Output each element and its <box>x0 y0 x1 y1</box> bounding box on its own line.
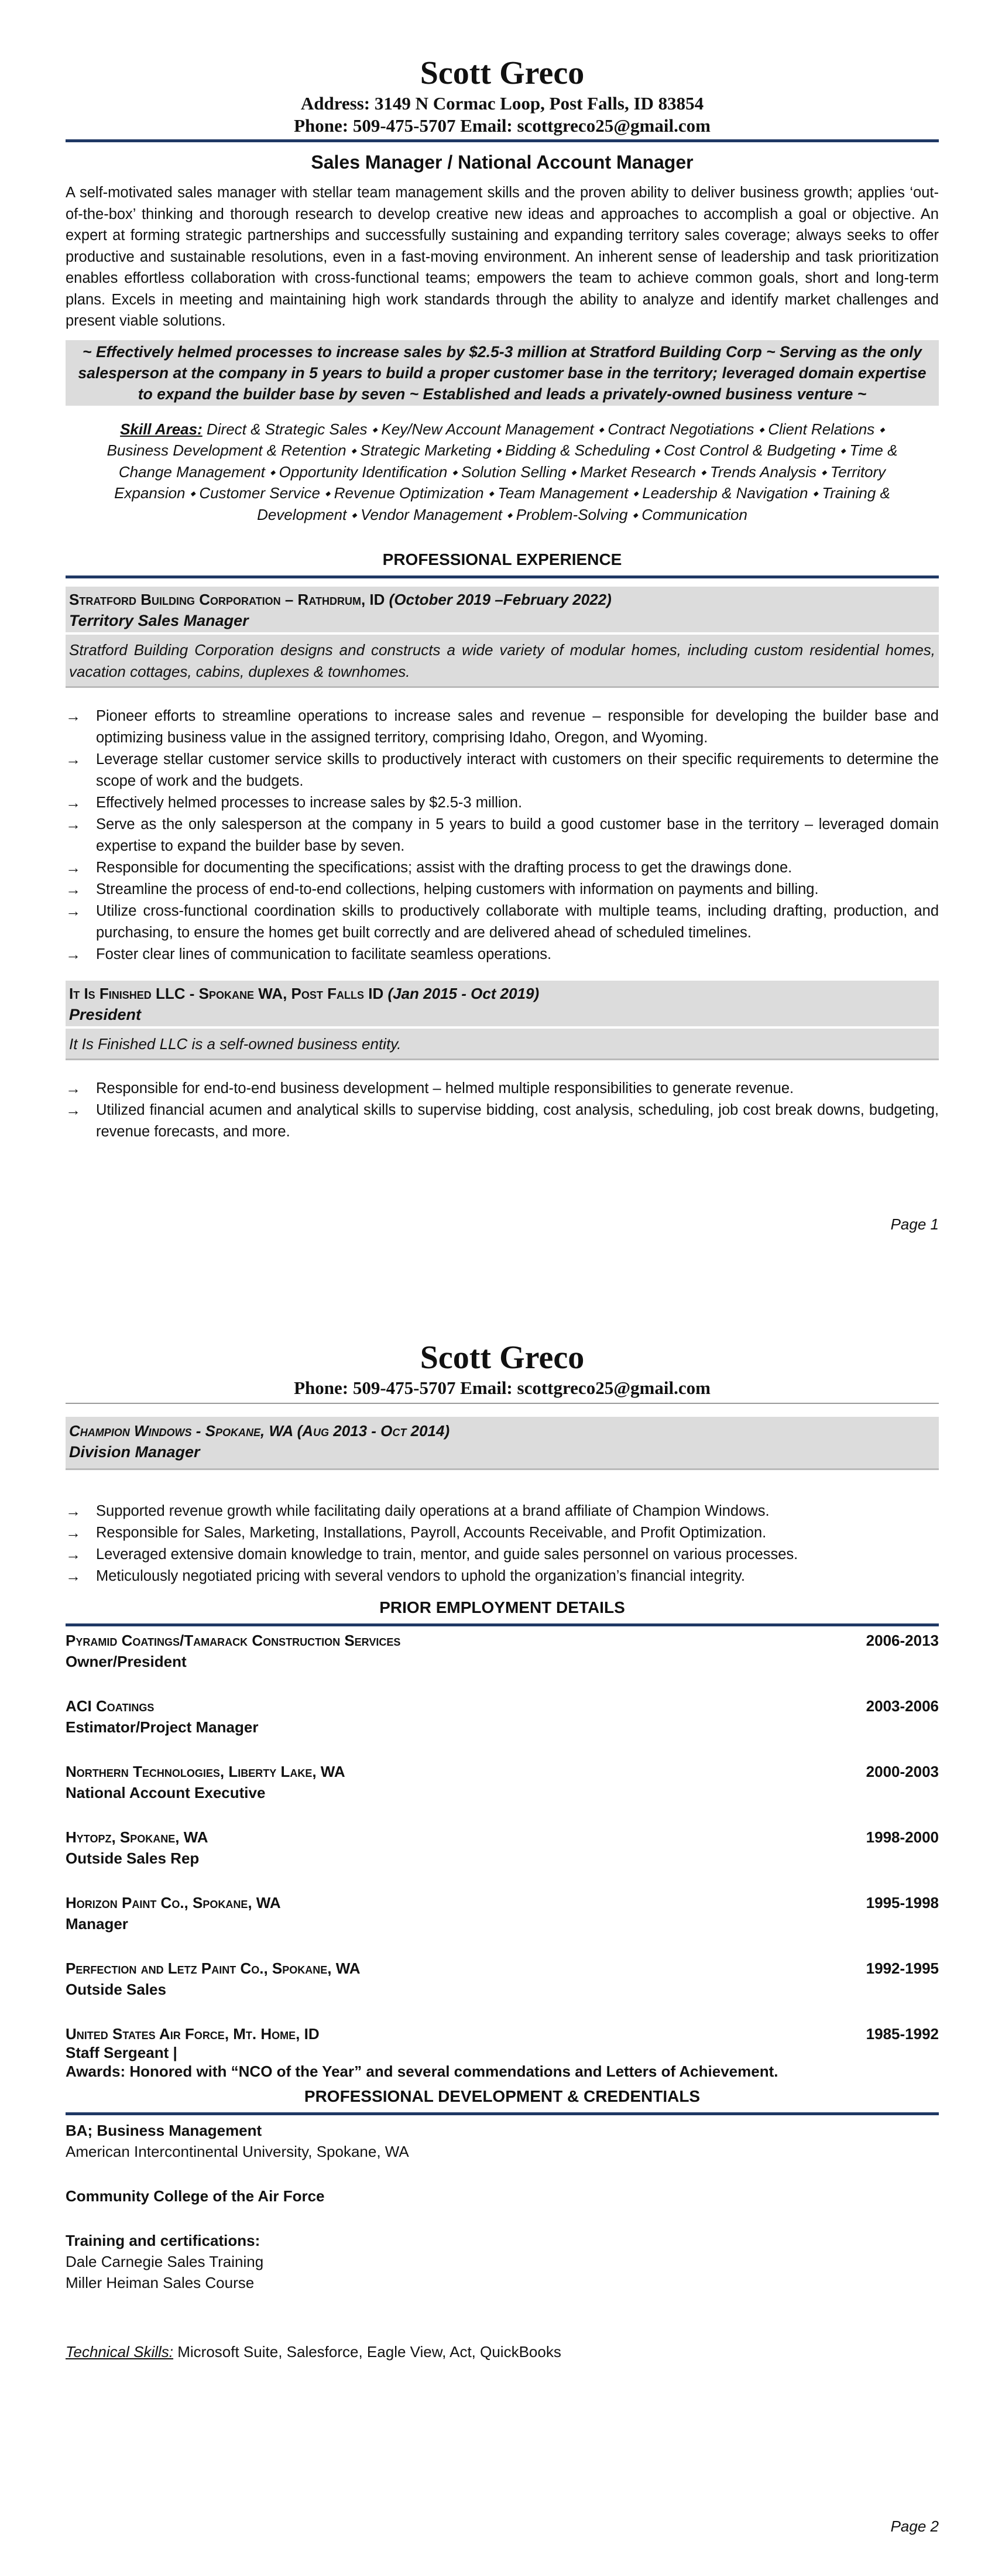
training-label: Training and certifications: <box>66 2232 260 2249</box>
arrow-right-icon: → <box>66 751 81 768</box>
list-item: → Foster clear lines of communication to facilitate seamless operations. <box>66 944 939 965</box>
prior-years: 1992-1995 <box>866 1960 939 1977</box>
prior-years: 2006-2013 <box>866 1632 939 1649</box>
prior-years: 1985-1992 <box>866 2025 939 2043</box>
job-title: Division Manager <box>69 1443 200 1461</box>
list-item <box>66 1695 939 1738</box>
skill-areas <box>88 419 917 526</box>
credentials-list <box>66 2120 939 2293</box>
prior-awards: Awards: Honored with “NCO of the Year” and several commendations and Letters of Achievement. <box>66 2063 778 2080</box>
job-header <box>66 1417 939 1470</box>
prior-company: Pyramid Coatings/Tamarack Construction Services <box>66 1632 401 1649</box>
arrow-right-icon: → <box>66 902 81 920</box>
resume-page-2 <box>0 1288 995 2576</box>
prior-role: Outside Sales Rep <box>66 1849 200 1867</box>
section-title: PROFESSIONAL DEVELOPMENT & CREDENTIALS <box>304 2087 701 2105</box>
job-title: President <box>69 1006 142 1023</box>
prior-employment-list <box>66 1630 939 2082</box>
technical-skills-value: Microsoft Suite, Salesforce, Eagle View, Act, QuickBooks <box>177 2343 561 2361</box>
professional-experience-heading <box>66 550 939 578</box>
job-stratford <box>66 587 939 965</box>
arrow-right-icon: → <box>66 1101 81 1119</box>
section-title: PROFESSIONAL EXPERIENCE <box>382 550 622 568</box>
prior-role: Staff Sergeant | <box>66 2044 177 2061</box>
list-item: → Responsible for end-to-end business development – helmed multiple responsibilities to generate revenue. <box>66 1078 939 1099</box>
summary-paragraph: A self-motivated sales manager with stellar team management skills and the proven ability to deliver business growth; applies ‘out-of-the-box’ thinking and thorough research to develop creative new ideas and approaches to accomplish a goal or objective. An expert at forming strategic partnerships and successfully sustaining and expanding territory sales coverage; always seeks to offer productive and sustainable resolutions, even in a fast-moving environment. An inherent sense of leadership and task prioritization enables effortless collaboration with cross-functional teams; empowers the team to achieve common goals, short and long-term plans. Excels in meeting and maintaining high work standards through the ability to analyze and identify market challenges and present viable solutions. <box>66 184 939 329</box>
job-bullets <box>66 705 939 965</box>
prior-years: 2003-2006 <box>866 1697 939 1715</box>
prior-years: 2000-2003 <box>866 1763 939 1780</box>
page-number: Page 2 <box>890 2517 939 2535</box>
job-it-is-finished <box>66 981 939 1143</box>
list-item: → Utilize cross-functional coordination skills to productively collaborate with multiple teams, including drafting, production, and purchasing, to ensure the homes get built correctly and are delivered ahead of scheduled timelines. <box>66 900 939 944</box>
job-company-name: Stratford Building Corporation – Rathdrum, ID <box>69 591 385 608</box>
list-item: → Effectively helmed processes to increase sales by $2.5-3 million. <box>66 792 939 814</box>
list-item: → Responsible for Sales, Marketing, Installations, Payroll, Accounts Receivable, and Profit Optimization. <box>66 1522 939 1544</box>
prior-role: Outside Sales <box>66 1981 166 1998</box>
credentials-heading <box>66 2087 939 2115</box>
prior-company: United States Air Force, Mt. Home, ID <box>66 2025 320 2043</box>
key-achievements-banner: ~ Effectively helmed processes to increase sales by $2.5-3 million at Stratford Building Corp ~ Serving as the only salesperson at the company in 5 years to build a proper customer base in the territory; leveraged domain expertise to expand the builder base by seven ~ Established and leads a privately-owned business venture ~ <box>66 340 939 406</box>
arrow-right-icon: → <box>66 816 81 833</box>
arrow-right-icon: → <box>66 707 81 725</box>
list-item <box>66 1630 939 1672</box>
section-title: PRIOR EMPLOYMENT DETAILS <box>379 1598 625 1616</box>
prior-company: Northern Technologies, Liberty Lake, WA <box>66 1763 345 1780</box>
job-title: Territory Sales Manager <box>69 612 249 629</box>
prior-role: Estimator/Project Manager <box>66 1718 259 1736</box>
technical-skills <box>66 2341 939 2362</box>
prior-employment-heading <box>66 1598 939 1626</box>
phone-email-line: Phone: 509-475-5707 Email: scottgreco25@gmail.com <box>294 115 711 136</box>
college: Community College of the Air Force <box>66 2187 325 2205</box>
arrow-right-icon: → <box>66 946 81 963</box>
job-bullets <box>66 1501 939 1587</box>
candidate-name: Scott Greco <box>420 1340 585 1376</box>
prior-role: Owner/President <box>66 1653 187 1670</box>
technical-skills-label: Technical Skills: <box>66 2343 174 2361</box>
arrow-right-icon: → <box>66 794 81 811</box>
job-header <box>66 587 939 632</box>
list-item: → Utilized financial acumen and analytical skills to supervise bidding, cost analysis, scheduling, job cost break downs, budgeting, revenue forecasts, and more. <box>66 1099 939 1143</box>
prior-years: 1998-2000 <box>866 1828 939 1846</box>
arrow-right-icon: → <box>66 1546 81 1563</box>
page1-content <box>66 54 939 1143</box>
page2-content <box>66 1338 939 2362</box>
list-item <box>66 2023 939 2082</box>
job-dates: (October 2019 –February 2022) <box>389 591 612 608</box>
job-company: Champion Windows - Spokane, WA (Aug 2013 - Oct 2014) <box>69 1422 450 1440</box>
page2-header <box>66 1338 939 1404</box>
list-item: → Meticulously negotiated pricing with several vendors to uphold the organization’s financial integrity. <box>66 1566 939 1587</box>
list-item <box>66 1761 939 1803</box>
list-item: → Supported revenue growth while facilitating daily operations at a brand affiliate of Champion Windows. <box>66 1501 939 1522</box>
list-item <box>66 1892 939 1934</box>
university: American Intercontinental University, Spokane, WA <box>66 2143 409 2160</box>
job-company <box>69 983 935 1004</box>
skill-areas-label: Skill Areas: <box>120 420 203 438</box>
list-item: Miller Heiman Sales Course <box>66 2274 255 2291</box>
job-company <box>69 589 935 610</box>
job-header <box>66 981 939 1026</box>
prior-role: Manager <box>66 1915 128 1933</box>
list-item: → Leveraged extensive domain knowledge to train, mentor, and guide sales personnel on various processes. <box>66 1544 939 1566</box>
prior-years: 1995-1998 <box>866 1894 939 1912</box>
job-champion-windows <box>66 1417 939 1587</box>
list-item: → Responsible for documenting the specifications; assist with the drafting process to get the drawings done. <box>66 857 939 879</box>
page1-header <box>66 54 939 142</box>
job-company-name: It Is Finished LLC - Spokane WA, Post Falls ID <box>69 985 384 1002</box>
prior-company: Horizon Paint Co., Spokane, WA <box>66 1894 281 1912</box>
job-description: It Is Finished LLC is a self-owned business entity. <box>66 1029 939 1060</box>
resume-headline: Sales Manager / National Account Manager <box>311 152 694 173</box>
arrow-right-icon: → <box>66 1080 81 1097</box>
arrow-right-icon: → <box>66 1502 81 1520</box>
prior-company: Perfection and Letz Paint Co., Spokane, WA <box>66 1960 361 1977</box>
list-item: → Pioneer efforts to streamline operations to increase sales and revenue – responsible for developing the builder base and optimizing business value in the assigned territory, comprising Idaho, Oregon, and Wyoming. <box>66 705 939 749</box>
list-item: → Streamline the process of end-to-end collections, helping customers with information on payments and billing. <box>66 879 939 900</box>
list-item <box>66 1958 939 2000</box>
list-item: Dale Carnegie Sales Training <box>66 2253 264 2270</box>
list-item: → Leverage stellar customer service skills to productively interact with customers on their specific requirements to determine the scope of work and the budgets. <box>66 749 939 792</box>
address-line: Address: 3149 N Cormac Loop, Post Falls, ID 83854 <box>300 93 704 114</box>
job-description: Stratford Building Corporation designs and constructs a wide variety of modular homes, including custom residential homes, vacation cottages, cabins, duplexes & townhomes. <box>66 635 939 688</box>
skill-areas-list: Direct & Strategic Sales ⬩ Key/New Account Management ⬩ Contract Negotiations ⬩ Client Relations ⬩ Business Development & Retention ⬩ Strategic Marketing ⬩ Bidding & Scheduling ⬩ Cost Control & Budgeting ⬩ Time & Change Management ⬩ Opportunity Identification ⬩ Solution Selling ⬩ Market Research ⬩ Trends Analysis ⬩ Territory Expansion ⬩ Customer Service ⬩ Revenue Optimization ⬩ Team Management ⬩ Leadership & Navigation ⬩ Training & Development ⬩ Vendor Management ⬩ Problem-Solving ⬩ Communication <box>107 420 898 523</box>
arrow-right-icon: → <box>66 1524 81 1542</box>
prior-company: Hytopz, Spokane, WA <box>66 1828 208 1846</box>
prior-role: National Account Executive <box>66 1784 266 1801</box>
job-dates: (Jan 2015 - Oct 2019) <box>387 985 540 1002</box>
prior-company: ACI Coatings <box>66 1697 155 1715</box>
phone-email-line: Phone: 509-475-5707 Email: scottgreco25@gmail.com <box>294 1378 711 1398</box>
job-bullets <box>66 1078 939 1143</box>
arrow-right-icon: → <box>66 1567 81 1585</box>
candidate-name: Scott Greco <box>420 55 585 91</box>
arrow-right-icon: → <box>66 859 81 876</box>
page-number: Page 1 <box>890 1215 939 1233</box>
arrow-right-icon: → <box>66 881 81 898</box>
degree: BA; Business Management <box>66 2122 262 2139</box>
list-item <box>66 1827 939 1869</box>
list-item: → Serve as the only salesperson at the company in 5 years to build a good customer base in the territory – leveraged domain expertise to expand the builder base by seven. <box>66 814 939 857</box>
